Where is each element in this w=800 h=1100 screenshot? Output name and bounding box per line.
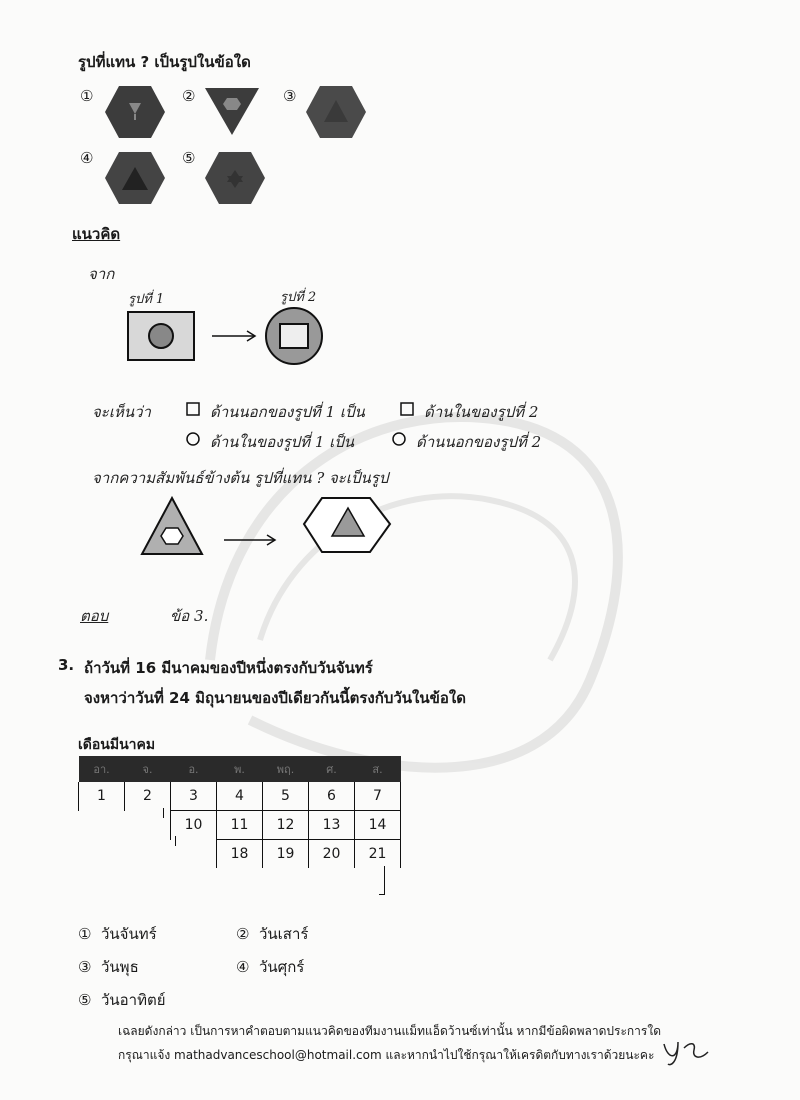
option-2-number: ② (236, 925, 250, 943)
choice-number-5: ⑤ (182, 149, 196, 167)
solution-answer-figures (140, 494, 400, 560)
signature-mark (660, 1034, 712, 1068)
option-4-label: วันศุกร์ (259, 958, 305, 976)
figure-1-label: รูปที่ 1 (128, 292, 165, 307)
calendar-cell: 7 (355, 782, 401, 811)
choice-3-hexagon-figure (305, 84, 367, 140)
option-4-number: ④ (236, 958, 250, 976)
calendar-cell (125, 840, 171, 869)
option-4 (236, 955, 304, 979)
calendar-header-cell: ศ. (309, 756, 355, 782)
calendar-step-line (175, 836, 177, 846)
calendar-cell: 11 (217, 811, 263, 840)
footer-disclaimer-line-1: เฉลยดังกล่าว เป็นการหาคำตอบตามแนวคิดของทีมงานแม็ทแอ็ดว้านซ์เท่านั้น หากมีข้อผิดพลาดประการใด (118, 1024, 661, 1038)
solution-line-1-end: ด้านในของรูปที่ 2 (424, 403, 539, 421)
square-icon (400, 402, 414, 416)
calendar-cell: 10 (171, 811, 217, 840)
calendar-cell (79, 811, 125, 840)
calendar-cell: 13 (309, 811, 355, 840)
calendar-cell: 19 (263, 840, 309, 869)
solution-example-figures (126, 306, 326, 376)
calendar-row (79, 840, 401, 869)
calendar-cell: 3 (171, 782, 217, 811)
choice-number-2: ② (182, 87, 196, 105)
option-5 (78, 988, 166, 1012)
option-3-label: วันพุธ (101, 958, 139, 976)
option-2 (236, 922, 308, 946)
answer-label: ตอบ (80, 607, 109, 625)
calendar-header-cell: ส. (355, 756, 401, 782)
calendar-header-cell: จ. (125, 756, 171, 782)
question-3-line-2: จงหาว่าวันที่ 24 มิถุนายนของปีเดียวกันนี้ตรงกับวันในข้อใด (84, 689, 466, 707)
calendar-header-row (79, 756, 401, 782)
question-3-number: 3. (58, 656, 75, 674)
footer-disclaimer-line-2: กรุณาแจ้ง mathadvanceschool@hotmail.com และหากนำไปใช้กรุณาให้เครดิตกับทางเราด้วยนะคะ (118, 1048, 655, 1062)
solution-line-2-end: ด้านนอกของรูปที่ 2 (416, 433, 542, 451)
solution-line-3: จากความสัมพันธ์ข้างต้น รูปที่แทน ? จะเป็นรูป (92, 469, 389, 487)
option-5-number: ⑤ (78, 991, 92, 1009)
option-5-label: วันอาทิตย์ (101, 991, 166, 1009)
calendar-cell (171, 840, 217, 869)
circle-icon (392, 432, 406, 446)
calendar-cell: 12 (263, 811, 309, 840)
choice-number-4: ④ (80, 149, 94, 167)
calendar-header-cell: อ. (171, 756, 217, 782)
march-calendar (78, 756, 401, 868)
calendar-month-label: เดือนมีนาคม (78, 737, 156, 753)
choice-4-hexagon-figure (104, 150, 166, 206)
square-icon (186, 402, 200, 416)
option-3 (78, 955, 139, 979)
calendar-cell: 21 (355, 840, 401, 869)
calendar-step-line (163, 808, 165, 818)
calendar-row (79, 782, 401, 811)
option-1-number: ① (78, 925, 92, 943)
question-3-line-1: ถ้าวันที่ 16 มีนาคมของปีหนึ่งตรงกับวันจันทร์ (84, 659, 373, 677)
choice-number-3: ③ (283, 87, 297, 105)
choice-2-triangle-figure (204, 86, 260, 136)
figure-2-label: รูปที่ 2 (280, 290, 317, 305)
calendar-cell: 6 (309, 782, 355, 811)
calendar-header-cell: พฤ. (263, 756, 309, 782)
solution-heading: แนวคิด (72, 225, 121, 243)
calendar-cell: 18 (217, 840, 263, 869)
choice-1-hexagon-figure (104, 84, 166, 140)
option-1 (78, 922, 157, 946)
circle-icon (186, 432, 200, 446)
solution-from: จาก (88, 265, 115, 283)
option-3-number: ③ (78, 958, 92, 976)
calendar-cell (79, 840, 125, 869)
solution-line-1-mid: ด้านนอกของรูปที่ 1 เป็น (210, 403, 365, 421)
option-2-label: วันเสาร์ (259, 925, 309, 943)
calendar-trailing-line (379, 866, 385, 895)
question-title: รูปที่แทน ? เป็นรูปในข้อใด (78, 53, 251, 71)
option-1-label: วันจันทร์ (101, 925, 157, 943)
solution-line-1-intro: จะเห็นว่า (92, 403, 151, 421)
calendar-header-cell: พ. (217, 756, 263, 782)
calendar-cell: 2 (125, 782, 171, 811)
calendar-cell: 4 (217, 782, 263, 811)
calendar-cell: 5 (263, 782, 309, 811)
answer-value: ข้อ 3. (170, 607, 209, 625)
calendar-cell: 14 (355, 811, 401, 840)
calendar-cell: 20 (309, 840, 355, 869)
choice-5-hexagon-figure (204, 150, 266, 206)
calendar-header-cell: อา. (79, 756, 125, 782)
calendar-cell: 1 (79, 782, 125, 811)
calendar-row (79, 811, 401, 840)
solution-line-2-mid: ด้านในของรูปที่ 1 เป็น (210, 433, 355, 451)
choice-number-1: ① (80, 87, 94, 105)
